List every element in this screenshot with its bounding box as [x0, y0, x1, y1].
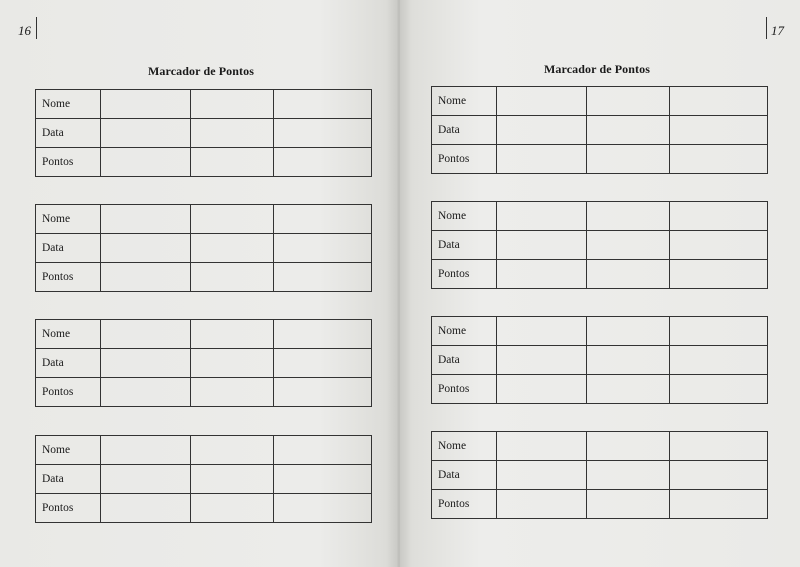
blank-cell: [497, 260, 587, 289]
table-row: [36, 90, 372, 119]
blank-cell: [497, 375, 587, 404]
blank-cell: [587, 432, 670, 461]
blank-cell: [274, 205, 372, 234]
score-table: [431, 431, 768, 519]
score-table: [431, 86, 768, 174]
row-label-points: Pontos: [36, 263, 101, 292]
blank-cell: [670, 432, 768, 461]
table-row: [432, 490, 768, 519]
page-number: 17: [771, 23, 784, 38]
blank-cell: [274, 234, 372, 263]
blank-cell: [101, 234, 191, 263]
blank-cell: [497, 346, 587, 375]
blank-cell: [191, 436, 274, 465]
blank-cell: [101, 119, 191, 148]
table-row: [432, 202, 768, 231]
blank-cell: [191, 494, 274, 523]
row-label-points: Pontos: [432, 145, 497, 174]
table-row: [36, 494, 372, 523]
blank-cell: [497, 490, 587, 519]
blank-cell: [101, 349, 191, 378]
blank-cell: [497, 317, 587, 346]
blank-cell: [587, 375, 670, 404]
page-title: Marcador de Pontos: [544, 62, 651, 76]
row-label-name: Nome: [432, 202, 497, 231]
blank-cell: [587, 202, 670, 231]
row-label-name: Nome: [432, 87, 497, 116]
blank-cell: [587, 490, 670, 519]
blank-cell: [587, 317, 670, 346]
row-label-points: Pontos: [36, 494, 101, 523]
blank-cell: [587, 260, 670, 289]
row-label-date: Data: [36, 119, 101, 148]
table-row: [36, 205, 372, 234]
blank-cell: [587, 116, 670, 145]
table-row: [36, 349, 372, 378]
blank-cell: [497, 87, 587, 116]
blank-cell: [587, 87, 670, 116]
blank-cell: [274, 378, 372, 407]
page-number: 16: [18, 23, 31, 38]
blank-cell: [587, 145, 670, 174]
blank-cell: [191, 349, 274, 378]
right-page: [400, 0, 800, 567]
table-row: [432, 461, 768, 490]
table-row: [432, 116, 768, 145]
blank-cell: [274, 320, 372, 349]
left-page: [0, 0, 398, 567]
blank-cell: [274, 263, 372, 292]
blank-cell: [670, 346, 768, 375]
blank-cell: [191, 465, 274, 494]
blank-cell: [101, 436, 191, 465]
blank-cell: [101, 90, 191, 119]
score-table: [431, 201, 768, 289]
table-row: [36, 148, 372, 177]
blank-cell: [587, 346, 670, 375]
blank-cell: [670, 461, 768, 490]
table-row: [36, 263, 372, 292]
blank-cell: [670, 317, 768, 346]
score-table: [431, 316, 768, 404]
page-title: Marcador de Pontos: [148, 64, 255, 78]
row-label-date: Data: [432, 346, 497, 375]
blank-cell: [670, 202, 768, 231]
blank-cell: [101, 148, 191, 177]
table-row: [432, 317, 768, 346]
blank-cell: [101, 494, 191, 523]
table-row: [36, 465, 372, 494]
blank-cell: [670, 375, 768, 404]
table-row: [432, 231, 768, 260]
blank-cell: [274, 148, 372, 177]
blank-cell: [587, 461, 670, 490]
table-row: [432, 145, 768, 174]
blank-cell: [101, 465, 191, 494]
blank-cell: [670, 260, 768, 289]
blank-cell: [670, 145, 768, 174]
blank-cell: [274, 119, 372, 148]
row-label-date: Data: [432, 461, 497, 490]
row-label-name: Nome: [36, 320, 101, 349]
blank-cell: [191, 205, 274, 234]
row-label-points: Pontos: [36, 378, 101, 407]
row-label-name: Nome: [36, 436, 101, 465]
score-table: [35, 319, 372, 407]
blank-cell: [274, 349, 372, 378]
blank-cell: [274, 90, 372, 119]
row-label-points: Pontos: [432, 490, 497, 519]
table-row: [36, 320, 372, 349]
blank-cell: [587, 231, 670, 260]
row-label-name: Nome: [432, 317, 497, 346]
row-label-date: Data: [36, 234, 101, 263]
blank-cell: [191, 320, 274, 349]
row-label-name: Nome: [432, 432, 497, 461]
row-label-name: Nome: [36, 205, 101, 234]
page-number-rule: [766, 17, 767, 39]
blank-cell: [274, 465, 372, 494]
blank-cell: [497, 461, 587, 490]
row-label-date: Data: [432, 231, 497, 260]
blank-cell: [101, 263, 191, 292]
blank-cell: [191, 234, 274, 263]
row-label-date: Data: [36, 465, 101, 494]
score-table: [35, 435, 372, 523]
table-row: [432, 432, 768, 461]
page-number-rule: [36, 17, 37, 39]
blank-cell: [670, 490, 768, 519]
table-row: [36, 119, 372, 148]
blank-cell: [670, 116, 768, 145]
blank-cell: [191, 378, 274, 407]
row-label-name: Nome: [36, 90, 101, 119]
row-label-date: Data: [432, 116, 497, 145]
blank-cell: [274, 494, 372, 523]
blank-cell: [497, 202, 587, 231]
blank-cell: [274, 436, 372, 465]
row-label-points: Pontos: [432, 260, 497, 289]
blank-cell: [101, 205, 191, 234]
blank-cell: [191, 263, 274, 292]
blank-cell: [497, 145, 587, 174]
table-row: [36, 234, 372, 263]
blank-cell: [191, 90, 274, 119]
table-row: [432, 375, 768, 404]
table-row: [36, 378, 372, 407]
blank-cell: [191, 148, 274, 177]
blank-cell: [497, 432, 587, 461]
score-table: [35, 204, 372, 292]
row-label-points: Pontos: [36, 148, 101, 177]
table-row: [432, 87, 768, 116]
blank-cell: [497, 116, 587, 145]
blank-cell: [191, 119, 274, 148]
table-row: [36, 436, 372, 465]
blank-cell: [101, 378, 191, 407]
score-table: [35, 89, 372, 177]
table-row: [432, 260, 768, 289]
blank-cell: [670, 231, 768, 260]
blank-cell: [101, 320, 191, 349]
table-row: [432, 346, 768, 375]
blank-cell: [497, 231, 587, 260]
blank-cell: [670, 87, 768, 116]
row-label-points: Pontos: [432, 375, 497, 404]
row-label-date: Data: [36, 349, 101, 378]
